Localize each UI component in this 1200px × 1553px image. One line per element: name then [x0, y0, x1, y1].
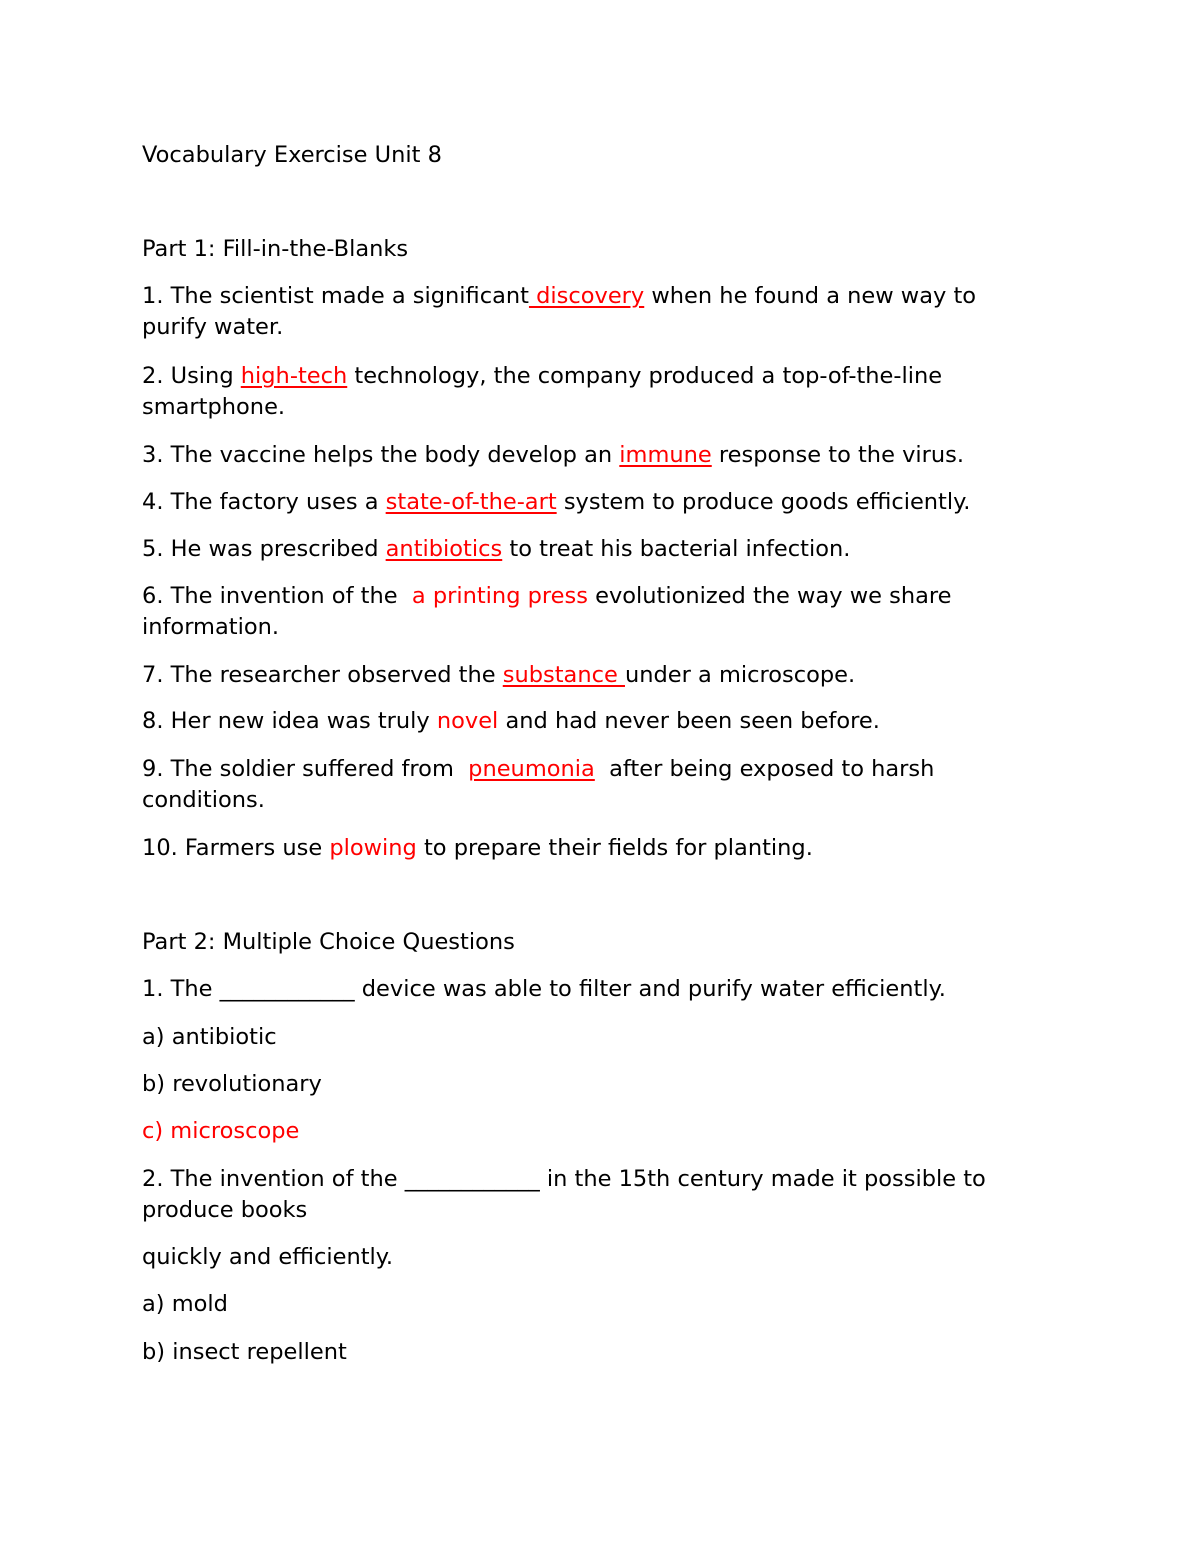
item-text: and had never been seen before. [498, 708, 880, 734]
item-text: 6. The invention of the [142, 583, 412, 609]
fill-blank-item-10 [142, 833, 1042, 864]
mc-option-1c-correct: c) microscope [142, 1118, 300, 1144]
mc-question-2-cont: produce books [142, 1197, 308, 1223]
item-text: 3. The vaccine helps the body develop an [142, 442, 620, 468]
answer-word: antibiotics [385, 536, 503, 562]
fill-blank-item-6-cont: information. [142, 614, 280, 640]
answer-word: discovery [528, 283, 645, 309]
item-text: 10. Farmers use [142, 835, 330, 861]
item-text: response to the virus. [711, 442, 965, 468]
item-text: 5. He was prescribed [142, 536, 386, 562]
fill-blank-item-9 [142, 754, 1042, 785]
fill-blank-item-2-cont: smartphone. [142, 394, 286, 420]
mc-option-2b: b) insect repellent [142, 1339, 347, 1365]
item-text: when he found a new way to [644, 283, 977, 309]
fill-blank-item-3 [142, 440, 1042, 471]
answer-word: immune [619, 442, 712, 468]
fill-blank-item-5 [142, 534, 1042, 565]
answer-word: novel [436, 708, 499, 734]
mc-question-2: 2. The invention of the ____________ in the 15th century made it possible to [142, 1166, 986, 1192]
fill-blank-item-4 [142, 487, 1042, 518]
fill-blank-item-9-cont: conditions. [142, 787, 265, 813]
mc-option-1a: a) antibiotic [142, 1024, 277, 1050]
part2-heading: Part 2: Multiple Choice Questions [142, 929, 515, 955]
fill-blank-item-6 [142, 581, 1042, 612]
item-text: evolutionized the way we share [587, 583, 952, 609]
mc-option-1b: b) revolutionary [142, 1071, 322, 1097]
mc-question-1: 1. The ____________ device was able to filter and purify water efficiently. [142, 976, 946, 1002]
item-text: 2. Using [142, 363, 241, 389]
answer-word: substance [502, 662, 625, 688]
mc-question-2-cont2: quickly and efficiently. [142, 1244, 394, 1270]
answer-word: state-of-the-art [385, 489, 557, 515]
item-text: technology, the company produced a top-of-the-line [347, 363, 943, 389]
item-text: 4. The factory uses a [142, 489, 386, 515]
item-text: 8. Her new idea was truly [142, 708, 437, 734]
mc-option-2a: a) mold [142, 1291, 228, 1317]
fill-blank-item-1-cont: purify water. [142, 314, 284, 340]
item-text: 7. The researcher observed the [142, 662, 503, 688]
answer-word: plowing [329, 835, 417, 861]
document-title: Vocabulary Exercise Unit 8 [142, 142, 442, 168]
fill-blank-item-8 [142, 706, 1042, 737]
item-text: to treat his bacterial infection. [502, 536, 851, 562]
item-text: after being exposed to harsh [594, 756, 935, 782]
item-text: under a microscope. [624, 662, 856, 688]
answer-word: high-tech [240, 363, 348, 389]
item-text: to prepare their fields for planting. [416, 835, 813, 861]
answer-word: pneumonia [468, 756, 595, 782]
fill-blank-item-7 [142, 660, 1042, 691]
item-text: 1. The scientist made a significant [142, 283, 529, 309]
fill-blank-item-1 [142, 281, 1042, 312]
item-text: system to produce goods efficiently. [556, 489, 971, 515]
fill-blank-item-2 [142, 361, 1042, 392]
item-text: 9. The soldier suffered from [142, 756, 469, 782]
part1-heading: Part 1: Fill-in-the-Blanks [142, 236, 409, 262]
answer-word: a printing press [411, 583, 588, 609]
